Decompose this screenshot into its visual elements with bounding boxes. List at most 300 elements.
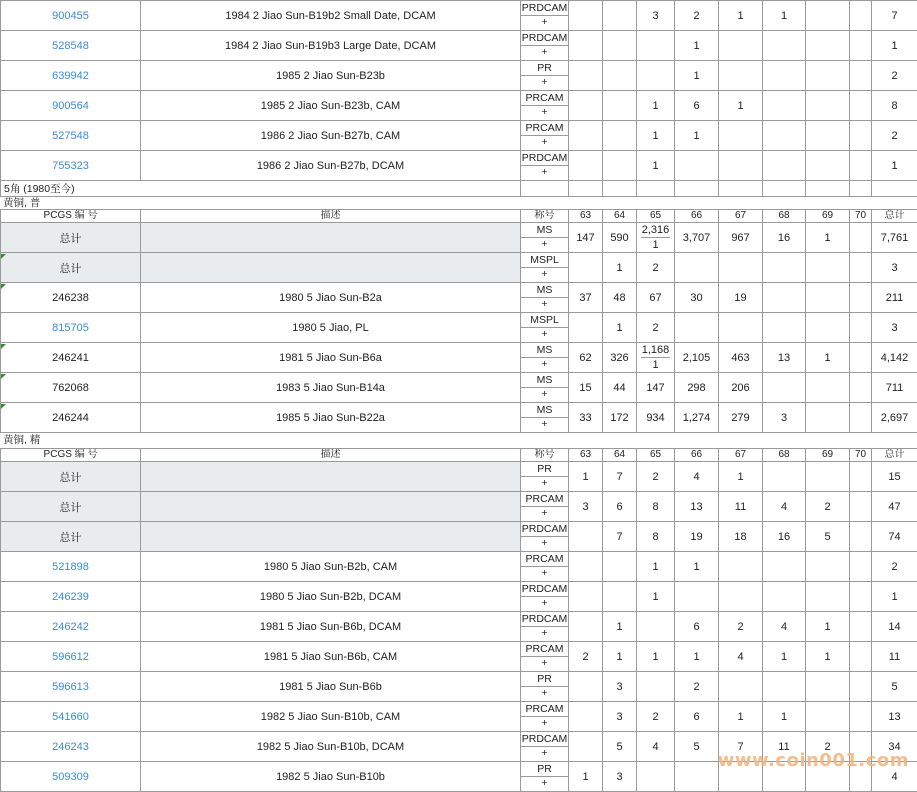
grade-designation: PRCAM + — [521, 121, 569, 151]
pcgs-number-link[interactable]: 900564 — [1, 91, 141, 121]
grade-designation: MS + — [521, 343, 569, 373]
grade-count: 2 — [637, 702, 675, 732]
grade-count — [719, 253, 763, 283]
grade-count: 13 — [675, 492, 719, 522]
grade-count — [763, 462, 806, 492]
grade-count: 1 — [569, 462, 603, 492]
grade-count — [637, 61, 675, 91]
coin-description: 1986 2 Jiao Sun-B27b, CAM — [141, 121, 521, 151]
grade-count — [850, 253, 872, 283]
section-title: 5角 (1980至今) — [1, 181, 141, 197]
grade-count: 7 — [603, 462, 637, 492]
grade-count: 4 — [719, 642, 763, 672]
total-label: 总计 — [1, 462, 141, 492]
header-row — [1, 210, 917, 223]
grade-count — [850, 313, 872, 343]
grade-count — [637, 31, 675, 61]
total-row — [1, 462, 917, 492]
grade-designation: PRCAM + — [521, 702, 569, 732]
grade-count: 206 — [719, 373, 763, 403]
grade-count — [569, 612, 603, 642]
grade-count — [850, 61, 872, 91]
header-grade-64: 64 — [603, 210, 637, 223]
grade-count: 3 — [569, 492, 603, 522]
row-total: 211 — [872, 283, 917, 313]
grade-count — [850, 343, 872, 373]
pcgs-number: 762068 — [1, 373, 141, 403]
grade-count: 15 — [569, 373, 603, 403]
coin-description: 1985 2 Jiao Sun-B23b, CAM — [141, 91, 521, 121]
grade-count — [850, 1, 872, 31]
pcgs-number-link[interactable]: 900455 — [1, 1, 141, 31]
row-total: 47 — [872, 492, 917, 522]
pcgs-number-link[interactable]: 596613 — [1, 672, 141, 702]
grade-count: 1 — [719, 1, 763, 31]
grade-count: 6 — [603, 492, 637, 522]
grade-count: 2,316 1 — [637, 223, 675, 253]
grade-count — [603, 121, 637, 151]
grade-count: 4 — [763, 612, 806, 642]
grade-count — [850, 552, 872, 582]
coin-description: 1980 5 Jiao Sun-B2b, CAM — [141, 552, 521, 582]
grade-count: 3,707 — [675, 223, 719, 253]
grade-count — [675, 762, 719, 792]
grade-count — [719, 672, 763, 702]
grade-count: 7 — [603, 522, 637, 552]
total-row — [1, 492, 917, 522]
grade-count — [569, 313, 603, 343]
row-total: 14 — [872, 612, 917, 642]
header-grade-67: 67 — [719, 449, 763, 462]
grade-designation: MSPL + — [521, 313, 569, 343]
table-row — [1, 672, 917, 702]
grade-count — [850, 31, 872, 61]
coin-description: 1986 2 Jiao Sun-B27b, DCAM — [141, 151, 521, 181]
row-total: 2,697 — [872, 403, 917, 433]
grade-designation: PR + — [521, 762, 569, 792]
coin-description: 1980 5 Jiao Sun-B2b, DCAM — [141, 582, 521, 612]
grade-count: 8 — [637, 492, 675, 522]
grade-count: 8 — [637, 522, 675, 552]
grade-count — [763, 313, 806, 343]
pcgs-number-link[interactable]: 815705 — [1, 313, 141, 343]
grade-count: 2 — [637, 462, 675, 492]
grade-count: 16 — [763, 223, 806, 253]
grade-count — [806, 91, 850, 121]
pcgs-number-link[interactable]: 246243 — [1, 732, 141, 762]
header-desc: 描述 — [141, 210, 521, 223]
row-total: 5 — [872, 672, 917, 702]
grade-count: 1 — [675, 61, 719, 91]
group-brass-proof — [0, 448, 917, 792]
grade-count: 62 — [569, 343, 603, 373]
grade-count: 5 — [603, 732, 637, 762]
coin-description: 1980 5 Jiao Sun-B2a — [141, 283, 521, 313]
grade-count: 30 — [675, 283, 719, 313]
coin-description: 1980 5 Jiao, PL — [141, 313, 521, 343]
grade-count: 33 — [569, 403, 603, 433]
grade-count: 7 — [719, 732, 763, 762]
grade-designation: MS + — [521, 403, 569, 433]
grade-count: 6 — [675, 91, 719, 121]
grade-count — [719, 31, 763, 61]
table-row — [1, 31, 917, 61]
grade-count: 1 — [637, 642, 675, 672]
grade-count — [850, 462, 872, 492]
grade-designation: MSPL + — [521, 253, 569, 283]
row-total: 1 — [872, 151, 917, 181]
grade-count: 44 — [603, 373, 637, 403]
grade-count: 1 — [719, 702, 763, 732]
grade-count: 6 — [675, 702, 719, 732]
header-pcgs: PCGS 编 号 — [1, 449, 141, 462]
header-grade-69: 69 — [806, 449, 850, 462]
grade-count: 11 — [763, 732, 806, 762]
grade-count: 3 — [637, 1, 675, 31]
pcgs-number-link[interactable]: 596612 — [1, 642, 141, 672]
grade-count — [569, 1, 603, 31]
grade-count — [806, 582, 850, 612]
header-grade-66: 66 — [675, 449, 719, 462]
grade-count: 2,105 — [675, 343, 719, 373]
grade-count — [806, 313, 850, 343]
header-row — [1, 449, 917, 462]
grade-count — [675, 582, 719, 612]
grade-count: 1 — [637, 91, 675, 121]
grade-count: 2 — [675, 672, 719, 702]
pcgs-number-link[interactable]: 541660 — [1, 702, 141, 732]
grade-count — [719, 121, 763, 151]
grade-count — [763, 283, 806, 313]
total-description — [141, 253, 521, 283]
grade-count — [806, 702, 850, 732]
grade-count: 16 — [763, 522, 806, 552]
grade-count — [806, 672, 850, 702]
grade-count: 4 — [763, 492, 806, 522]
pcgs-number-link[interactable]: 521898 — [1, 552, 141, 582]
grade-count: 967 — [719, 223, 763, 253]
grade-count: 1 — [719, 462, 763, 492]
grade-designation: PRDCAM + — [521, 732, 569, 762]
coin-description: 1981 5 Jiao Sun-B6b, DCAM — [141, 612, 521, 642]
grade-designation: PRCAM + — [521, 492, 569, 522]
grade-count — [850, 223, 872, 253]
grade-count: 1 — [806, 223, 850, 253]
grade-count — [850, 702, 872, 732]
row-total: 7,761 — [872, 223, 917, 253]
grade-count — [806, 61, 850, 91]
row-marker-icon — [1, 344, 6, 349]
grade-count: 463 — [719, 343, 763, 373]
grade-count: 1 — [569, 762, 603, 792]
grade-count: 1 — [637, 552, 675, 582]
grade-count: 1 — [637, 582, 675, 612]
grade-count — [806, 552, 850, 582]
grade-count: 147 — [569, 223, 603, 253]
total-row — [1, 522, 917, 552]
grade-count: 1 — [675, 642, 719, 672]
grade-count — [806, 31, 850, 61]
grade-count — [569, 672, 603, 702]
grade-count — [637, 672, 675, 702]
grade-count: 172 — [603, 403, 637, 433]
grade-count — [569, 151, 603, 181]
pcgs-number-link[interactable]: 246242 — [1, 612, 141, 642]
grade-count: 18 — [719, 522, 763, 552]
header-grade-67: 67 — [719, 210, 763, 223]
grade-count — [569, 582, 603, 612]
grade-count: 1 — [675, 31, 719, 61]
grade-count: 2 — [637, 253, 675, 283]
grade-count — [569, 121, 603, 151]
grade-designation: PRDCAM + — [521, 582, 569, 612]
table-row — [1, 91, 917, 121]
coin-description: 1985 5 Jiao Sun-B22a — [141, 403, 521, 433]
header-grade-70: 70 — [850, 210, 872, 223]
grade-count: 2 — [806, 732, 850, 762]
row-total: 3 — [872, 313, 917, 343]
grade-count — [763, 582, 806, 612]
total-label: 总计 — [1, 223, 141, 253]
grade-count — [850, 91, 872, 121]
coin-description: 1981 5 Jiao Sun-B6b, CAM — [141, 642, 521, 672]
grade-count: 67 — [637, 283, 675, 313]
row-total: 34 — [872, 732, 917, 762]
grade-count — [806, 283, 850, 313]
row-total: 8 — [872, 91, 917, 121]
table-row — [1, 642, 917, 672]
grade-count: 2 — [675, 1, 719, 31]
row-marker-icon — [1, 374, 6, 379]
grade-designation: PRDCAM + — [521, 31, 569, 61]
table-row — [1, 121, 917, 151]
grade-count: 3 — [603, 672, 637, 702]
grade-count — [850, 121, 872, 151]
grade-count — [763, 373, 806, 403]
grade-count: 4 — [675, 462, 719, 492]
grade-count — [719, 313, 763, 343]
grade-count: 19 — [675, 522, 719, 552]
grade-count — [603, 552, 637, 582]
grade-count: 934 — [637, 403, 675, 433]
grade-count — [763, 61, 806, 91]
grade-count: 1 — [603, 642, 637, 672]
pcgs-number-link[interactable]: 755323 — [1, 151, 141, 181]
grade-count — [850, 672, 872, 702]
grade-count — [675, 313, 719, 343]
grade-count: 3 — [763, 403, 806, 433]
grade-designation: PRDCAM + — [521, 1, 569, 31]
grade-count — [763, 31, 806, 61]
grade-count — [850, 492, 872, 522]
total-label: 总计 — [1, 253, 141, 283]
header-grade-69: 69 — [806, 210, 850, 223]
header-total: 总计 — [872, 449, 917, 462]
total-label: 总计 — [1, 522, 141, 552]
subsection-title: 黄铜, 普 — [0, 197, 917, 209]
grade-designation: PRDCAM + — [521, 522, 569, 552]
grade-count — [763, 151, 806, 181]
grade-count: 1 — [763, 702, 806, 732]
row-total: 4 — [872, 762, 917, 792]
row-total: 1 — [872, 582, 917, 612]
grade-count — [603, 91, 637, 121]
grade-count: 1 — [675, 552, 719, 582]
grade-count — [569, 253, 603, 283]
subsection-title: 黄铜, 精 — [0, 433, 917, 448]
pcgs-number-link[interactable]: 246239 — [1, 582, 141, 612]
grade-count: 3 — [603, 702, 637, 732]
row-total: 2 — [872, 552, 917, 582]
table-row — [1, 1, 917, 31]
grade-count — [637, 612, 675, 642]
row-total: 1 — [872, 31, 917, 61]
grade-count: 1,274 — [675, 403, 719, 433]
row-total: 15 — [872, 462, 917, 492]
grade-count: 279 — [719, 403, 763, 433]
grade-designation: PRCAM + — [521, 91, 569, 121]
grade-count — [603, 582, 637, 612]
pcgs-number-link[interactable]: 528548 — [1, 31, 141, 61]
grade-count — [569, 552, 603, 582]
total-description — [141, 462, 521, 492]
header-grade-64: 64 — [603, 449, 637, 462]
grade-count — [850, 283, 872, 313]
grade-count — [850, 582, 872, 612]
table-row — [1, 403, 917, 433]
grade-count — [675, 151, 719, 181]
pcgs-number: 246244 — [1, 403, 141, 433]
header-total: 总计 — [872, 210, 917, 223]
grade-count: 2 — [637, 313, 675, 343]
grade-designation: PRCAM + — [521, 642, 569, 672]
row-marker-icon — [1, 254, 6, 259]
pcgs-number: 246241 — [1, 343, 141, 373]
grade-count: 1 — [806, 612, 850, 642]
grade-count — [806, 151, 850, 181]
grade-count — [806, 1, 850, 31]
header-desc: 描述 — [141, 449, 521, 462]
grade-count: 4 — [637, 732, 675, 762]
header-grade-63: 63 — [569, 449, 603, 462]
coin-description: 1984 2 Jiao Sun-B19b3 Large Date, DCAM — [141, 31, 521, 61]
header-grade-65: 65 — [637, 449, 675, 462]
grade-count — [719, 552, 763, 582]
grade-count: 147 — [637, 373, 675, 403]
grade-count: 2 — [569, 642, 603, 672]
grade-count: 48 — [603, 283, 637, 313]
row-total: 4,142 — [872, 343, 917, 373]
table-row — [1, 61, 917, 91]
grade-count: 326 — [603, 343, 637, 373]
grade-count — [603, 61, 637, 91]
grade-designation: PRDCAM + — [521, 612, 569, 642]
grade-designation: PR + — [521, 462, 569, 492]
grade-count — [569, 522, 603, 552]
table-row — [1, 373, 917, 403]
row-marker-icon — [1, 404, 6, 409]
pcgs-number-link[interactable]: 527548 — [1, 121, 141, 151]
grade-count — [569, 61, 603, 91]
table-row — [1, 702, 917, 732]
grade-count — [675, 253, 719, 283]
grade-count: 19 — [719, 283, 763, 313]
grade-designation: PRDCAM + — [521, 151, 569, 181]
row-total: 2 — [872, 61, 917, 91]
grade-count: 1 — [637, 151, 675, 181]
grade-count — [719, 582, 763, 612]
grade-count: 590 — [603, 223, 637, 253]
grade-count: 1 — [763, 1, 806, 31]
grade-count — [569, 732, 603, 762]
table-row — [1, 612, 917, 642]
grade-count — [763, 552, 806, 582]
pcgs-number: 246238 — [1, 283, 141, 313]
header-grade-68: 68 — [763, 210, 806, 223]
row-total: 711 — [872, 373, 917, 403]
row-total: 3 — [872, 253, 917, 283]
grade-count — [763, 91, 806, 121]
grade-count — [569, 702, 603, 732]
header-grade: 称号 — [521, 449, 569, 462]
header-grade-65: 65 — [637, 210, 675, 223]
grade-count: 5 — [675, 732, 719, 762]
pcgs-number-link[interactable]: 509309 — [1, 762, 141, 792]
grade-designation: PRCAM + — [521, 552, 569, 582]
table-row — [1, 582, 917, 612]
grade-count — [850, 373, 872, 403]
grade-count: 1 — [675, 121, 719, 151]
coin-description: 1982 5 Jiao Sun-B10b, DCAM — [141, 732, 521, 762]
grade-count — [850, 522, 872, 552]
total-description — [141, 522, 521, 552]
grade-count — [603, 31, 637, 61]
grade-designation: MS + — [521, 223, 569, 253]
coin-description: 1981 5 Jiao Sun-B6a — [141, 343, 521, 373]
section-row — [1, 181, 917, 197]
header-pcgs: PCGS 编 号 — [1, 210, 141, 223]
grade-count — [806, 121, 850, 151]
grade-count — [569, 91, 603, 121]
table-row — [1, 313, 917, 343]
total-label: 总计 — [1, 492, 141, 522]
grade-designation: MS + — [521, 373, 569, 403]
grade-count: 11 — [719, 492, 763, 522]
row-total: 2 — [872, 121, 917, 151]
coin-description: 1985 2 Jiao Sun-B23b — [141, 61, 521, 91]
grade-count — [806, 373, 850, 403]
row-marker-icon — [1, 284, 6, 289]
grade-count: 298 — [675, 373, 719, 403]
grade-count — [806, 462, 850, 492]
total-row — [1, 253, 917, 283]
grade-count — [806, 253, 850, 283]
grade-count: 2 — [806, 492, 850, 522]
grade-count — [850, 642, 872, 672]
grade-count: 2 — [719, 612, 763, 642]
pcgs-number-link[interactable]: 639942 — [1, 61, 141, 91]
table-row — [1, 343, 917, 373]
row-total: 7 — [872, 1, 917, 31]
grade-count: 5 — [806, 522, 850, 552]
grade-count — [763, 121, 806, 151]
grade-count: 1 — [603, 612, 637, 642]
table-row — [1, 151, 917, 181]
header-grade: 称号 — [521, 210, 569, 223]
grade-count — [850, 403, 872, 433]
table-row — [1, 552, 917, 582]
total-description — [141, 223, 521, 253]
